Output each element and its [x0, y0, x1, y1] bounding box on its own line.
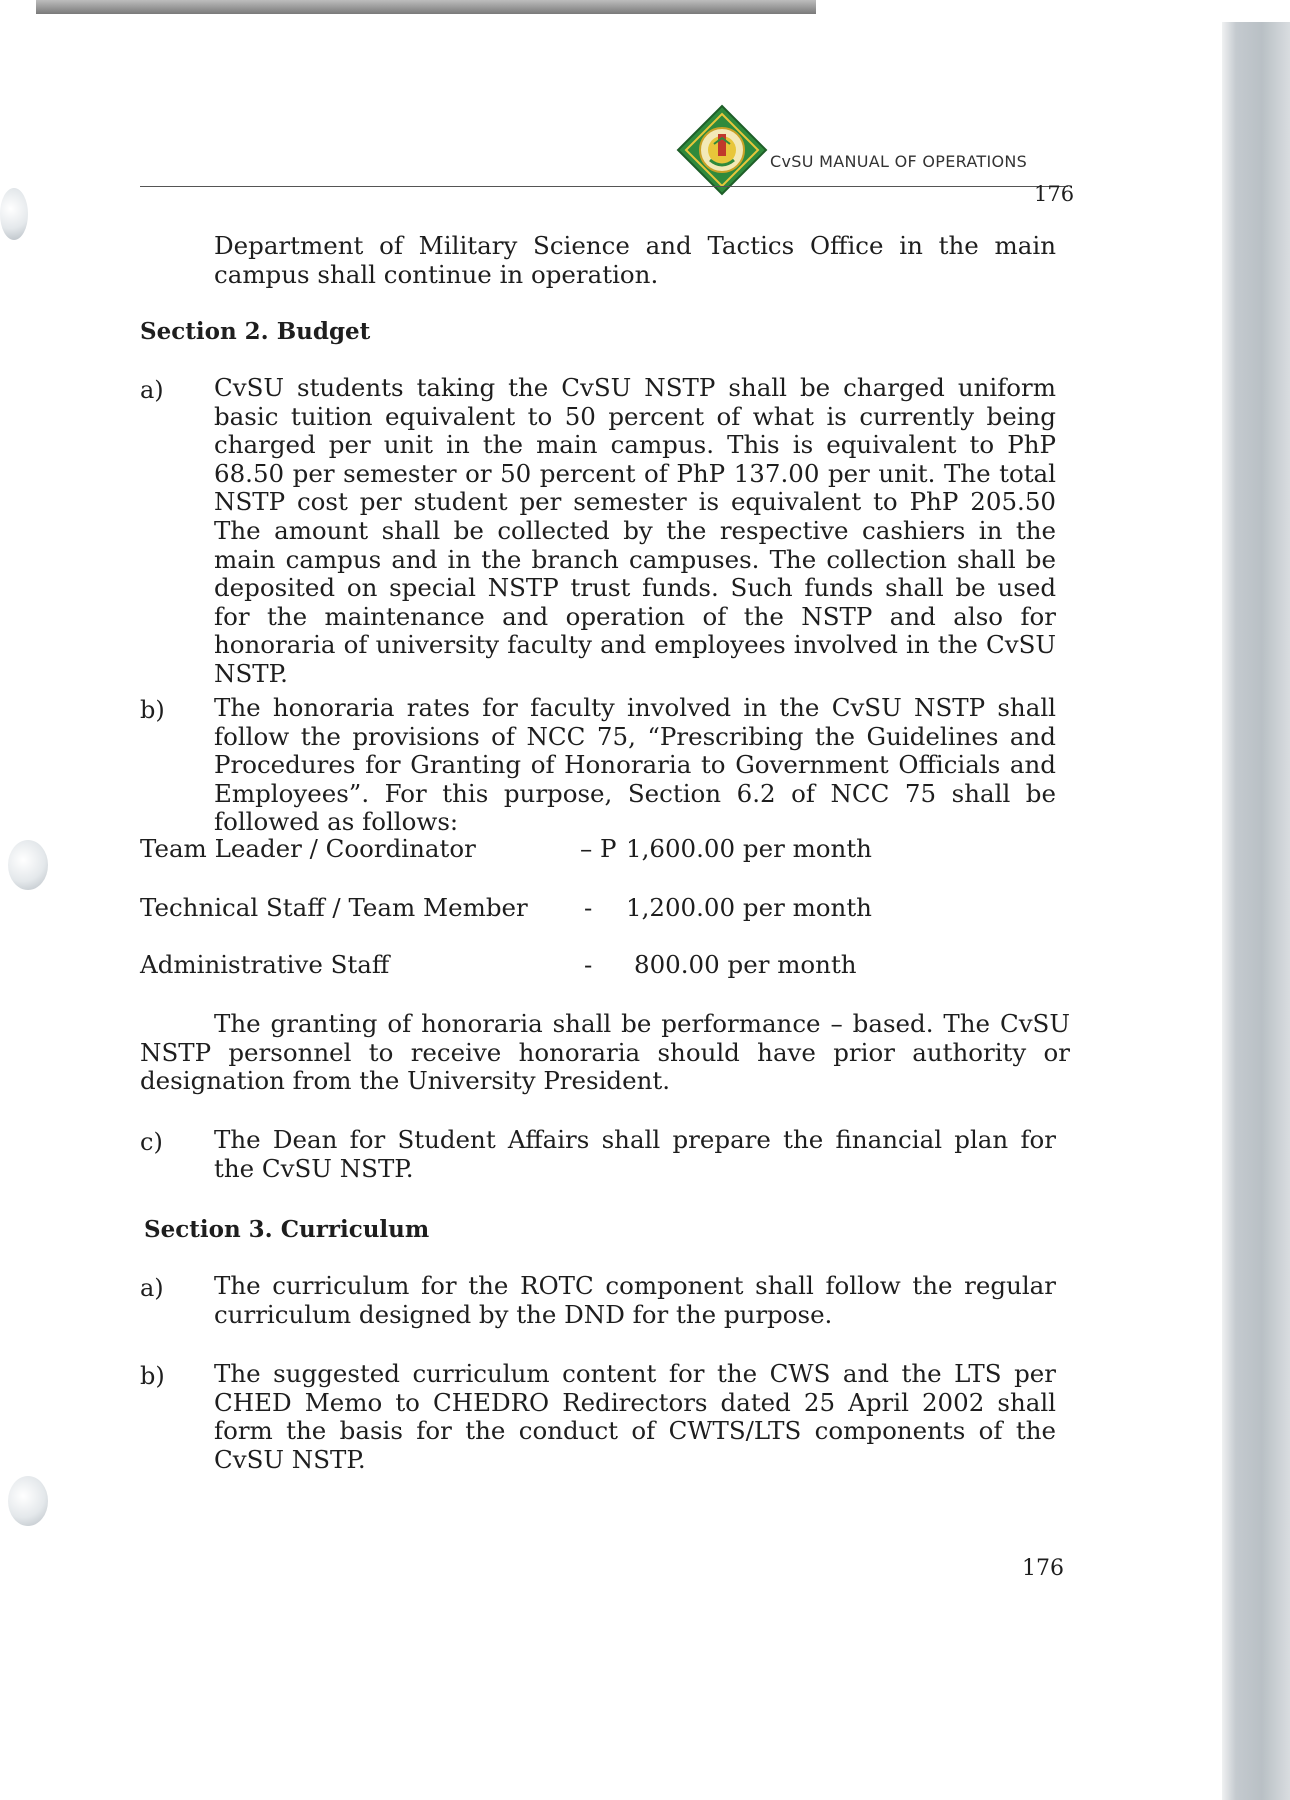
- header-page-number: 176: [1034, 182, 1075, 206]
- binder-hole-bottom: [8, 1476, 48, 1526]
- item-c-label: c): [140, 1128, 163, 1156]
- cvsu-seal-icon: [676, 104, 768, 196]
- binder-hole-top: [0, 188, 28, 240]
- header-divider: [140, 186, 1068, 187]
- rate-dash: -: [584, 893, 593, 922]
- rate-amount: 1,200.00 per month: [626, 893, 872, 922]
- section-2-heading: Section 2. Budget: [140, 318, 371, 345]
- rate-position: Administrative Staff: [140, 950, 390, 979]
- scan-top-edge: [36, 0, 816, 14]
- footer-page-number: 176: [1022, 1556, 1064, 1581]
- rate-dash: -: [584, 950, 593, 979]
- performance-paragraph: The granting of honoraria shall be performance – based. The CvSU NSTP personnel to receive honoraria should have prior authority or designation from the University President.: [140, 1009, 1070, 1096]
- budget-item-b: The honoraria rates for faculty involved in the CvSU NSTP shall follow the provisions of NCC 75, “Prescribing the Guidelines and Procedures for Granting of Honoraria to Government Officials and Employees”. For this purpose, Section 6.2 of NCC 75 shall be followed as follows:: [214, 693, 1056, 837]
- rate-amount: 1,600.00 per month: [626, 834, 872, 863]
- rate-dash: – P: [580, 834, 617, 863]
- rate-position: Team Leader / Coordinator: [140, 834, 476, 863]
- manual-title: CvSU MANUAL OF OPERATIONS: [770, 152, 1028, 171]
- item-b-label: b): [140, 696, 165, 724]
- item-a-label: a): [140, 376, 164, 404]
- intro-paragraph: Department of Military Science and Tactics Office in the main campus shall continue in operation.: [214, 231, 1056, 289]
- rate-amount: 800.00 per month: [634, 950, 857, 979]
- binder-hole-middle: [8, 840, 48, 890]
- rate-position: Technical Staff / Team Member: [140, 893, 528, 922]
- scan-right-edge: [1222, 22, 1290, 1800]
- section-3-heading: Section 3. Curriculum: [144, 1216, 430, 1243]
- budget-item-a: CvSU students taking the CvSU NSTP shall be charged uniform basic tuition equivalent to 50 percent of what is currently being charged per unit in the main campus. This is equivalent to PhP 68.50 per semester or 50 percent of PhP 137.00 per unit. The total NSTP cost per student per semester is equivalent to PhP 205.50 The amount shall be collected by the respective cashiers in the main campus and in the branch campuses. The collection shall be deposited on special NSTP trust funds. Such funds shall be used for the maintenance and operation of the NSTP and also for honoraria of university faculty and employees involved in the CvSU NSTP.: [214, 373, 1056, 688]
- item-a-label: a): [140, 1274, 164, 1302]
- item-b-label: b): [140, 1362, 165, 1390]
- budget-item-c: The Dean for Student Affairs shall prepare the financial plan for the CvSU NSTP.: [214, 1125, 1056, 1183]
- curriculum-item-b: The suggested curriculum content for the CWS and the LTS per CHED Memo to CHEDRO Redirectors dated 25 April 2002 shall form the basis for the conduct of CWTS/LTS components of the CvSU NSTP.: [214, 1359, 1056, 1474]
- curriculum-item-a: The curriculum for the ROTC component shall follow the regular curriculum designed by the DND for the purpose.: [214, 1271, 1056, 1329]
